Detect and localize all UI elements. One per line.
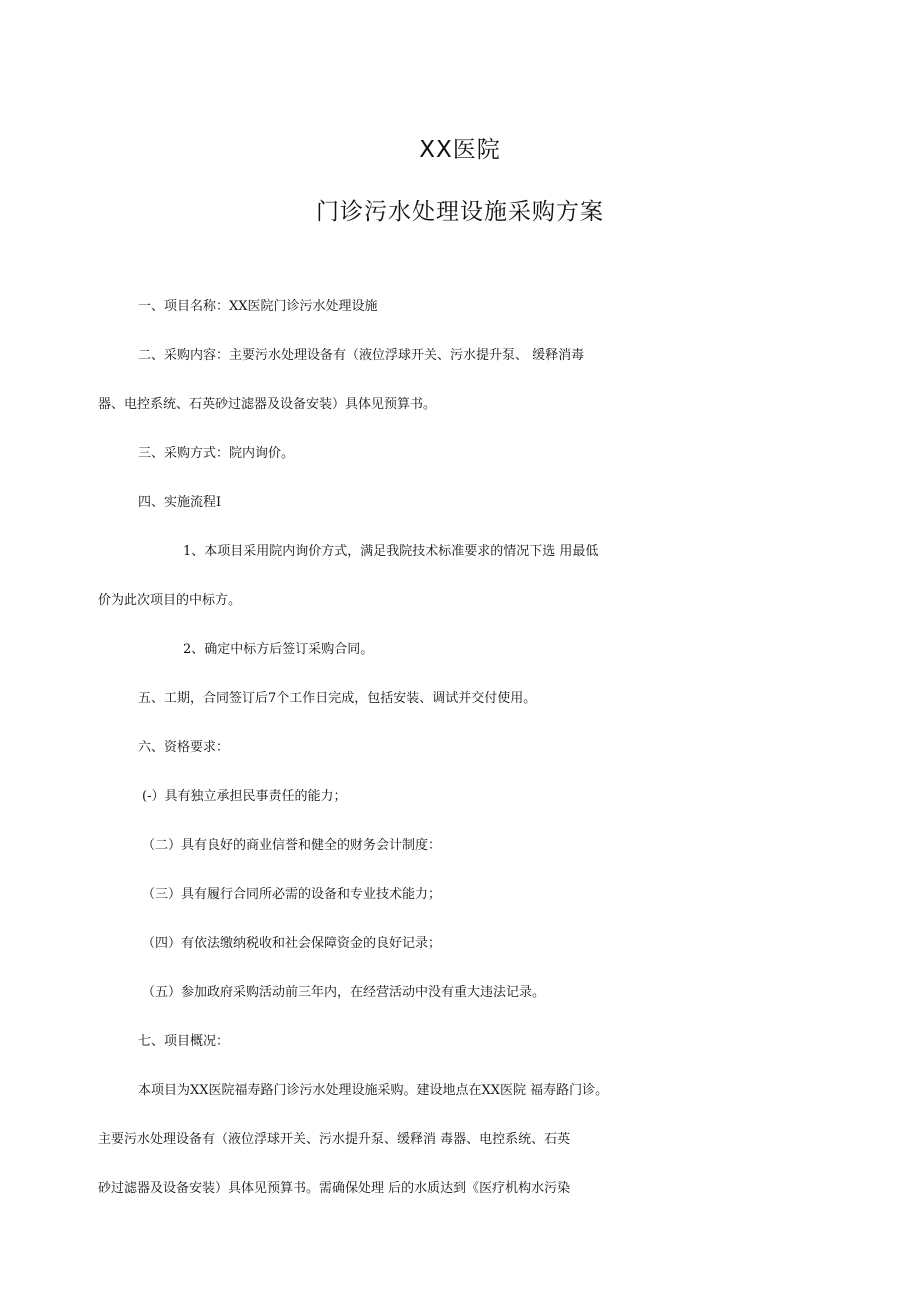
document-title-plan: 门诊污水处理设施采购方案 (316, 199, 604, 225)
qualification-item: （四）有依法缴纳税收和社会保障资金的良好记录； (142, 936, 442, 951)
document-body (0, 282, 920, 1213)
overview-text-line-1: 本项目为XX医院福寿路门诊污水处理设施采购。建设地点在XX医院 福寿路门诊。 (138, 1083, 609, 1098)
qualification-item: （二）具有良好的商业信誉和健全的财务会计制度： (142, 838, 442, 853)
qualification-item: （三）具有履行合同所必需的设备和专业技术能力； (142, 887, 442, 902)
section-procurement-content: 二、采购内容：主要污水处理设备有（液位浮球开关、污水提升泵、 缓释消毒 (138, 348, 585, 363)
qualification-item: （五）参加政府采购活动前三年内，在经营活动中没有重大违法记录。 (142, 985, 546, 1000)
overview-text-line-2: 主要污水处理设备有（液位浮球开关、污水提升泵、缓释消 毒器、电控系统、石英 (98, 1132, 571, 1147)
process-item-2: 2、确定中标方后签订采购合同。 (183, 642, 374, 657)
section-procurement-content-cont: 器、电控系统、石英砂过滤器及设备安装）具体见预算书。 (98, 397, 437, 412)
overview-text-line-3: 砂过滤器及设备安装）具体见预算书。需确保处理 后的水质达到《医疗机构水污染 (98, 1181, 571, 1196)
process-item-1: 1、本项目采用院内询价方式，满足我院技术标准要求的情况下选 用最低 (183, 544, 599, 559)
qualification-item: (-）具有独立承担民事责任的能力； (142, 789, 347, 804)
document-title-hospital: XX医院 (419, 137, 501, 163)
section-project-name: 一、项目名称：XX医院门诊污水处理设施 (138, 299, 378, 314)
section-implementation-process: 四、实施流程I (138, 495, 222, 510)
section-qualification: 六、资格要求： (138, 740, 230, 755)
process-item-1-cont: 价为此次项目的中标方。 (98, 593, 242, 608)
section-project-overview: 七、项目概况： (138, 1034, 230, 1049)
section-procurement-method: 三、采购方式：院内询价。 (138, 446, 295, 461)
section-duration: 五、工期，合同签订后7个工作日完成，包括安装、调试并交付使用。 (138, 691, 537, 706)
